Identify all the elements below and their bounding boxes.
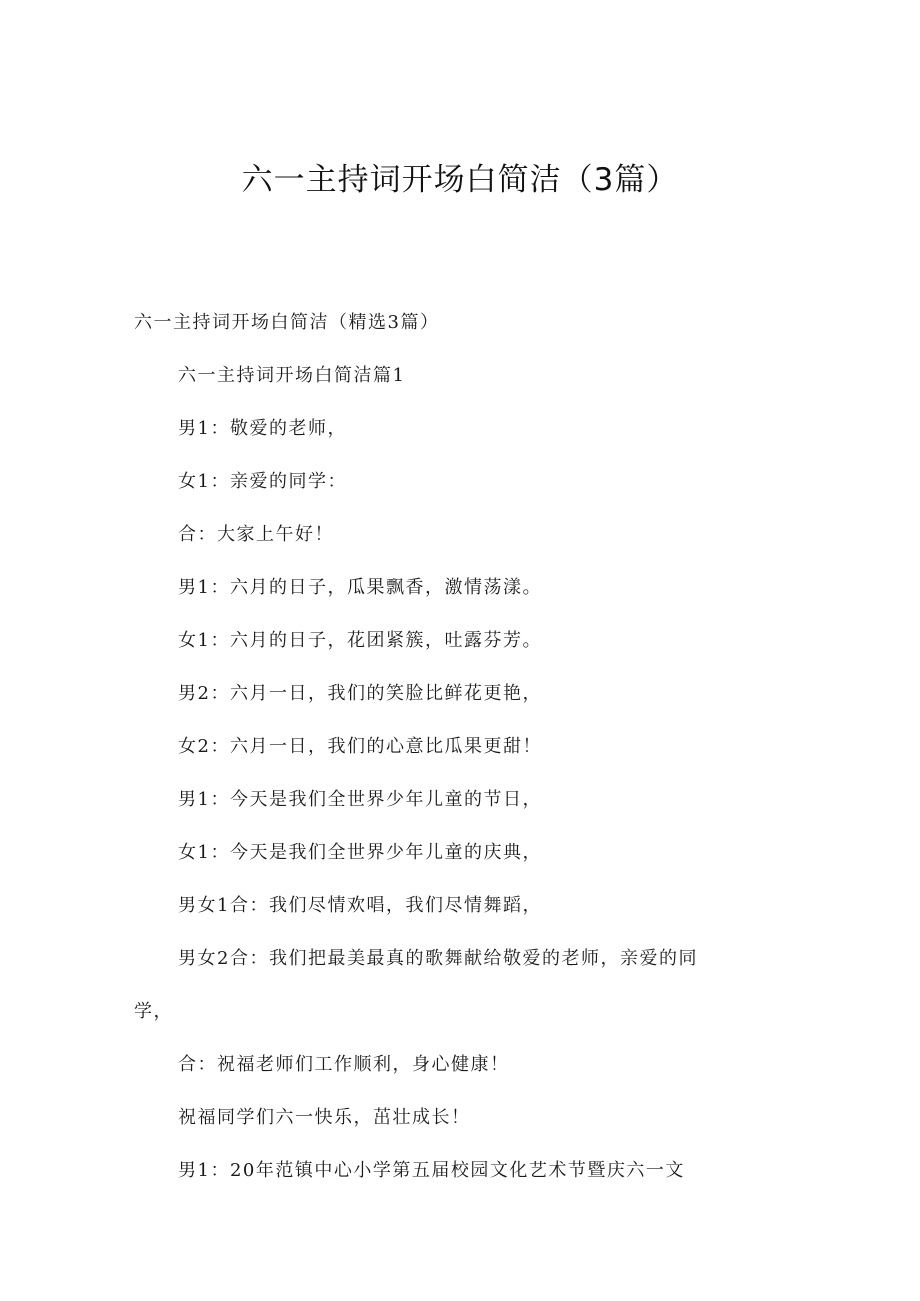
paragraph: 男女1合：我们尽情欢唱，我们尽情舞蹈， [178, 895, 542, 916]
paragraph: 女1：六月的日子，花团紧簇，吐露芬芳。 [178, 630, 542, 651]
paragraph: 祝福同学们六一快乐，茁壮成长！ [178, 1107, 471, 1128]
document-body [134, 296, 734, 1197]
paragraph: 合：大家上午好！ [178, 524, 334, 545]
paragraph: 合：祝福老师们工作顺利，身心健康！ [178, 1054, 510, 1075]
paragraph: 男1：六月的日子，瓜果飘香，激情荡漾。 [178, 577, 542, 598]
paragraph: 六一主持词开场白简洁（精选3篇） [134, 312, 440, 333]
paragraph: 女1：今天是我们全世界少年儿童的庆典， [178, 842, 542, 863]
paragraph: 男女2合：我们把最美最真的歌舞献给敬爱的老师，亲爱的同学， [134, 948, 698, 1022]
paragraph: 男1：20年范镇中心小学第五届校园文化艺术节暨庆六一文 [178, 1160, 685, 1181]
paragraph: 男2：六月一日，我们的笑脸比鲜花更艳， [178, 683, 542, 704]
document-title: 六一主持词开场白简洁（3篇） [241, 162, 679, 198]
paragraph: 男1：今天是我们全世界少年儿童的节日， [178, 789, 542, 810]
paragraph: 六一主持词开场白简洁篇1 [178, 365, 406, 386]
paragraph: 女2：六月一日，我们的心意比瓜果更甜！ [178, 736, 542, 757]
paragraph: 女1：亲爱的同学： [178, 471, 347, 492]
paragraph: 男1：敬爱的老师， [178, 418, 347, 439]
